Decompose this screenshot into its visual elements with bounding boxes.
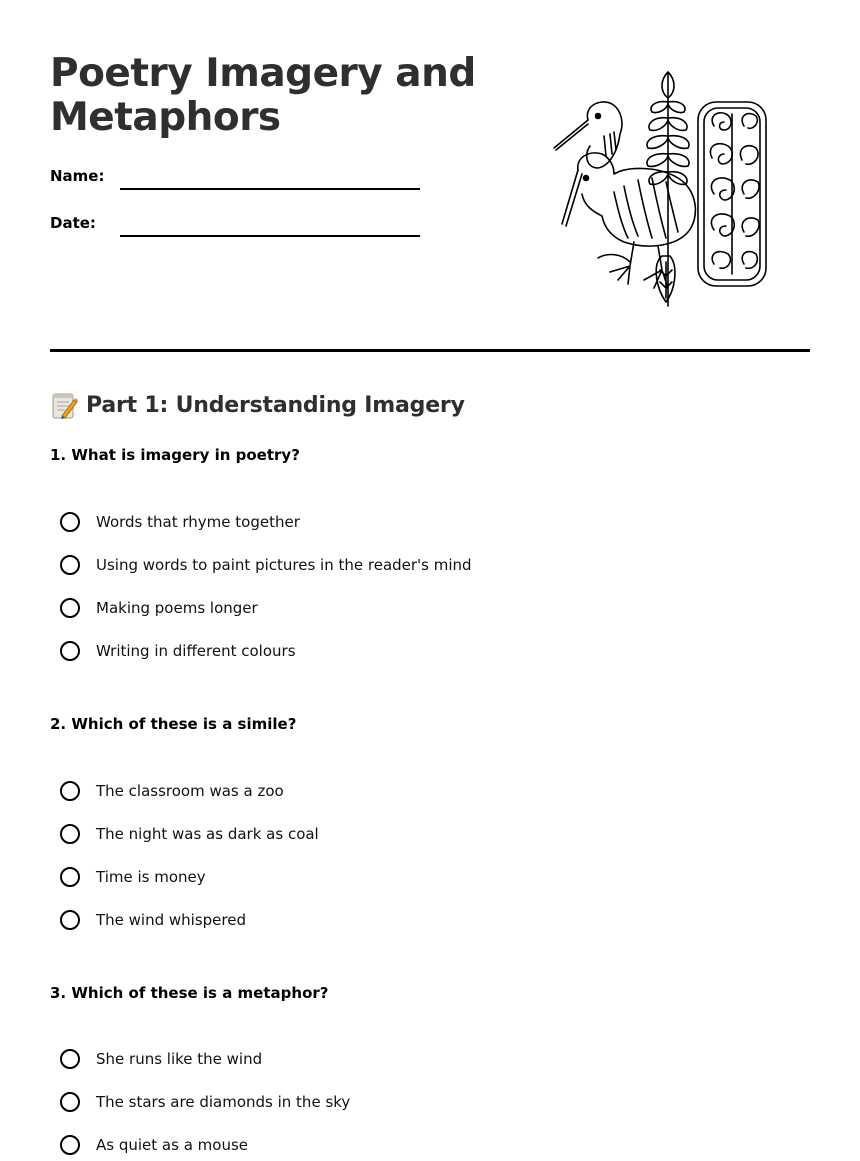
radio-button[interactable] — [60, 598, 80, 618]
radio-button[interactable] — [60, 641, 80, 661]
kiwi-illustration — [548, 66, 778, 310]
q3-option-3[interactable] — [60, 1132, 248, 1158]
option-label: Using words to paint pictures in the reader's mind — [96, 556, 472, 574]
question-2-prompt: 2. Which of these is a simile? — [50, 715, 297, 733]
date-line[interactable] — [120, 235, 420, 237]
q1-option-2[interactable] — [60, 552, 472, 578]
option-label: The night was as dark as coal — [96, 825, 319, 843]
option-label: The classroom was a zoo — [96, 782, 284, 800]
part1-heading — [50, 388, 465, 422]
option-label: Writing in different colours — [96, 642, 296, 660]
q2-option-1[interactable] — [60, 778, 284, 804]
maori-carving-icon — [698, 102, 766, 286]
q3-option-1[interactable] — [60, 1046, 262, 1072]
q1-option-4[interactable] — [60, 638, 296, 664]
radio-button[interactable] — [60, 555, 80, 575]
name-label: Name: — [50, 167, 105, 185]
date-field[interactable] — [50, 213, 430, 243]
option-label: Making poems longer — [96, 599, 258, 617]
question-1-prompt: 1. What is imagery in poetry? — [50, 446, 300, 464]
q1-option-3[interactable] — [60, 595, 258, 621]
q3-option-2[interactable] — [60, 1089, 350, 1115]
kiwi-small-icon — [554, 102, 622, 168]
radio-button[interactable] — [60, 824, 80, 844]
radio-button[interactable] — [60, 1049, 80, 1069]
section-divider — [50, 349, 810, 352]
radio-button[interactable] — [60, 867, 80, 887]
name-field[interactable] — [50, 166, 430, 196]
option-label: She runs like the wind — [96, 1050, 263, 1068]
option-label: The stars are diamonds in the sky — [96, 1093, 351, 1111]
date-label: Date: — [50, 214, 96, 232]
q1-option-1[interactable] — [60, 509, 300, 535]
question-3-prompt: 3. Which of these is a metaphor? — [50, 984, 329, 1002]
option-label: As quiet as a mouse — [96, 1136, 248, 1154]
radio-button[interactable] — [60, 1135, 80, 1155]
radio-button[interactable] — [60, 1092, 80, 1112]
name-line[interactable] — [120, 188, 420, 190]
q2-option-3[interactable] — [60, 864, 206, 890]
memo-icon — [50, 390, 78, 420]
radio-button[interactable] — [60, 910, 80, 930]
radio-button[interactable] — [60, 781, 80, 801]
q2-option-2[interactable] — [60, 821, 319, 847]
option-label: Time is money — [96, 868, 206, 886]
part1-title: Part 1: Understanding Imagery — [86, 392, 465, 418]
q2-option-4[interactable] — [60, 907, 246, 933]
worksheet-title: Poetry Imagery and Metaphors — [50, 51, 476, 140]
option-label: The wind whispered — [96, 911, 246, 929]
option-label: Words that rhyme together — [96, 513, 300, 531]
radio-button[interactable] — [60, 512, 80, 532]
